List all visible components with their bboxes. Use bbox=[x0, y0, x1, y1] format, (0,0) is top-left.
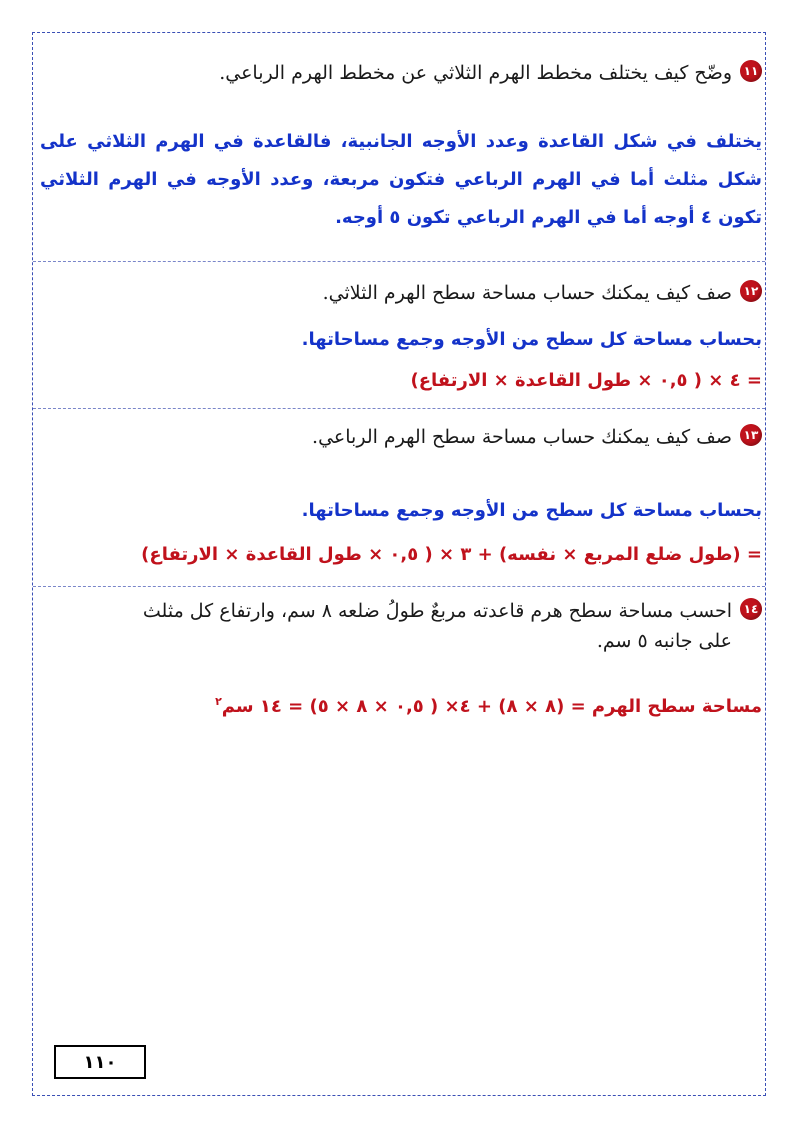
question-number-badge: ١٣ bbox=[740, 424, 762, 446]
answer-11: يختلف في شكل القاعدة وعدد الأوجه الجانبية، فالقاعدة في الهرم الثلاثي على شكل مثلث أما في الهرم الرباعي فتكون مربعة، وعدد الأوجه في الهرم الثلاثي تكون ٤ أوجه أما في الهرم الرباعي تكون ٥ أوجه. bbox=[40, 131, 762, 228]
question-13 bbox=[312, 422, 762, 452]
divider bbox=[33, 261, 765, 262]
question-number-badge: ١١ bbox=[740, 60, 762, 82]
divider bbox=[33, 586, 765, 587]
question-number-badge: ١٤ bbox=[740, 598, 762, 620]
page-number: ١١٠ bbox=[54, 1045, 146, 1079]
formula-13: = (طول ضلع المربع × نفسه) + ٣ × ( ٠,٥ × طول القاعدة × الارتفاع) bbox=[141, 544, 762, 565]
squared-superscript: ٢ bbox=[215, 695, 222, 708]
question-12 bbox=[323, 278, 762, 308]
divider bbox=[33, 408, 765, 409]
question-text: وضّح كيف يختلف مخطط الهرم الثلاثي عن مخطط الهرم الرباعي. bbox=[219, 62, 732, 84]
question-text: احسب مساحة سطح هرم قاعدته مربعٌ طولُ ضلعه ٨ سم، وارتفاع كل مثلث على جانبه ٥ سم. bbox=[142, 600, 732, 652]
formula-12: = ٤ × ( ٠,٥ × طول القاعدة × الارتفاع) bbox=[410, 370, 762, 391]
formula-14 bbox=[215, 687, 762, 722]
answer-12: بحساب مساحة كل سطح من الأوجه وجمع مساحاتها. bbox=[301, 329, 762, 350]
question-number-badge: ١٢ bbox=[740, 280, 762, 302]
question-text: صف كيف يمكنك حساب مساحة سطح الهرم الثلاثي. bbox=[322, 282, 732, 304]
question-text: صف كيف يمكنك حساب مساحة سطح الهرم الرباعي. bbox=[312, 426, 732, 448]
question-14 bbox=[122, 596, 762, 656]
answer-13: بحساب مساحة كل سطح من الأوجه وجمع مساحاتها. bbox=[301, 500, 762, 521]
question-11 bbox=[219, 58, 762, 88]
formula-text: مساحة سطح الهرم = (٨ × ٨) + ٤× ( ٠,٥ × ٨ × ٥) = ١٤ سم bbox=[221, 696, 762, 717]
